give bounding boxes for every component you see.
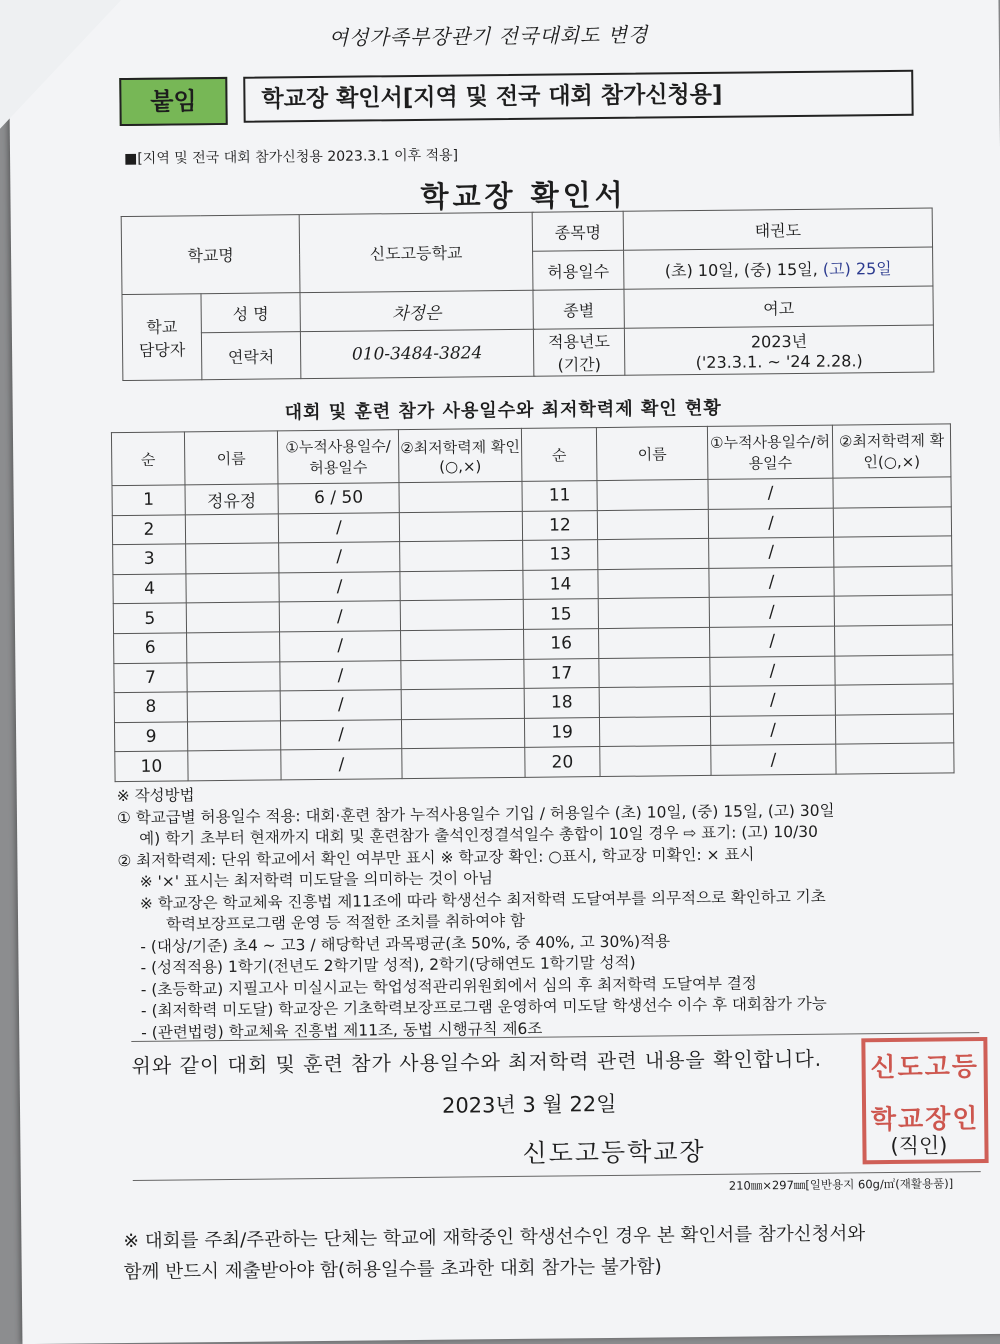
row-days-right: / bbox=[710, 715, 835, 746]
row-days: / bbox=[279, 571, 400, 602]
row-check-right bbox=[834, 566, 952, 597]
row-check bbox=[401, 659, 524, 690]
row-days: / bbox=[280, 660, 401, 691]
row-no: 1 bbox=[112, 485, 185, 515]
row-name: 정유정 bbox=[185, 484, 278, 515]
section-title: 대회 및 훈련 참가 사용일수와 최저학력제 확인 현황 bbox=[284, 397, 722, 424]
row-name bbox=[187, 661, 280, 692]
row-no: 7 bbox=[114, 662, 187, 692]
issue-date: 2023년 3 월 22일 bbox=[441, 1091, 617, 1118]
period-value: ('23.3.1. ~ '24 2.28.) bbox=[695, 351, 863, 373]
row-no-right: 11 bbox=[522, 481, 597, 511]
roster-header-row bbox=[111, 424, 951, 486]
contact-label: 연락처 bbox=[201, 332, 300, 380]
row-name-right bbox=[599, 657, 710, 688]
footer-note bbox=[123, 1218, 865, 1288]
row-check-right bbox=[834, 536, 952, 567]
year-label-line-1: 적용년도 bbox=[547, 331, 611, 352]
row-no-right: 14 bbox=[523, 569, 598, 599]
row-check-right bbox=[833, 477, 951, 508]
year-label bbox=[533, 328, 624, 376]
row-check bbox=[400, 570, 523, 601]
row-check bbox=[401, 629, 524, 660]
col-no: 순 bbox=[111, 432, 185, 486]
note-line: - (성적적용) 1학기(전년도 2학기말 성적), 2학기(당해연도 1학기말 성적) bbox=[140, 953, 636, 977]
row-check-right bbox=[835, 684, 953, 715]
row-check-right bbox=[836, 743, 954, 774]
allowed-days-value: (초) 10일, (중) 15일, bbox=[664, 259, 818, 280]
row-no-right: 20 bbox=[525, 747, 600, 777]
row-no: 5 bbox=[113, 603, 186, 633]
row-no-right: 15 bbox=[523, 599, 598, 629]
row-check bbox=[402, 748, 525, 779]
name-label: 성 명 bbox=[201, 293, 300, 333]
row-check bbox=[399, 511, 522, 542]
row-no-right: 12 bbox=[522, 510, 597, 540]
event-value: 태권도 bbox=[623, 208, 932, 250]
seal-line-2: 학교장인 bbox=[870, 1104, 980, 1136]
row-check bbox=[399, 481, 522, 512]
page-title: 학교장 확인서 bbox=[420, 177, 627, 214]
row-name bbox=[188, 750, 281, 781]
document-paper bbox=[8, 0, 1000, 1344]
row-no: 4 bbox=[113, 574, 186, 604]
row-days-right: / bbox=[709, 537, 834, 568]
sub-note: ■[지역 및 전국 대회 참가신청용 2023.3.1 이후 적용] bbox=[123, 147, 459, 168]
row-name-right bbox=[597, 509, 708, 540]
row-name bbox=[186, 573, 279, 604]
allowed-days-high: (고) 25일 bbox=[822, 258, 892, 279]
row-days: / bbox=[279, 601, 400, 632]
row-no: 2 bbox=[112, 514, 185, 544]
info-table bbox=[121, 208, 935, 381]
row-name bbox=[187, 721, 280, 752]
row-no-right: 17 bbox=[524, 658, 599, 688]
attachment-label: 붙임 bbox=[119, 77, 227, 126]
form-header bbox=[107, 70, 897, 128]
contact-value: 010-3484-3824 bbox=[300, 329, 533, 378]
manager-label-line-1: 학교 bbox=[146, 316, 178, 337]
row-no: 10 bbox=[115, 751, 188, 781]
row-check-right bbox=[834, 595, 952, 626]
row-name bbox=[187, 632, 280, 663]
row-check-right bbox=[835, 625, 953, 656]
row-name-right bbox=[597, 479, 708, 510]
row-name bbox=[187, 691, 280, 722]
allowed-days-cell bbox=[624, 247, 933, 289]
row-days-right: / bbox=[711, 744, 836, 775]
note-line: - (관련법령) 학교체육 진흥법 제11조, 동법 시행규칙 제6조 bbox=[141, 1019, 543, 1042]
row-days: / bbox=[278, 512, 399, 543]
row-name bbox=[186, 602, 279, 633]
row-days: 6 / 50 bbox=[278, 483, 399, 514]
row-check-right bbox=[835, 654, 953, 685]
row-check bbox=[401, 718, 524, 749]
note-line: ① 학교급별 허용일수 적용: 대회·훈련 참가 누적사용일수 기입 / 허용일수 (초) 10일, (중) 15일, (고) 30일 bbox=[116, 801, 835, 827]
instructions bbox=[117, 777, 980, 1044]
school-label: 학교명 bbox=[121, 215, 300, 295]
row-days-right: / bbox=[709, 596, 834, 627]
note-line: ※ '×' 표시는 최저학력 미도달을 의미하는 것이 아님 bbox=[139, 869, 494, 891]
row-days-right: / bbox=[709, 567, 834, 598]
row-no: 3 bbox=[113, 544, 186, 574]
school-value: 신도고등학교 bbox=[299, 212, 533, 292]
name-value: 차정은 bbox=[300, 290, 533, 331]
row-name-right bbox=[599, 627, 710, 658]
allowed-days-label: 허용일수 bbox=[533, 250, 624, 290]
form-title: 학교장 확인서[지역 및 전국 대회 참가신청용] bbox=[243, 70, 913, 123]
row-no-right: 18 bbox=[524, 688, 599, 718]
seal-line-1: 신도고등 bbox=[870, 1052, 980, 1084]
row-days: / bbox=[280, 631, 401, 662]
note-line: 예) 학기 초부터 현재까지 대회 및 훈련참가 출석인정결석일수 총합이 10일 경우 ⇨ 표기: (고) 10/30 bbox=[139, 822, 819, 848]
col-check-right: ②최저학력제 확인(○,×) bbox=[832, 424, 951, 478]
row-days: / bbox=[281, 749, 402, 780]
row-days-right: / bbox=[708, 478, 833, 509]
col-no-right: 순 bbox=[521, 428, 597, 482]
seal-label: (직인) bbox=[890, 1133, 948, 1159]
manager-label bbox=[122, 294, 202, 381]
note-line: - (최저학력 미도달) 학교장은 기초학력보장프로그램 운영하여 미도달 학생선수 이수 후 대회참가 가능 bbox=[140, 994, 827, 1020]
col-name: 이름 bbox=[184, 431, 278, 485]
row-days-right: / bbox=[708, 508, 833, 539]
footer-line: ※ 대회를 주최/주관하는 단체는 학교에 재학중인 학생선수인 경우 본 확인서를 참가신청서와 bbox=[123, 1223, 866, 1253]
footer-line: 함께 반드시 제출받아야 함(허용일수를 초과한 대회 참가는 불가함) bbox=[123, 1256, 662, 1284]
principal-name: 신도고등학교장 bbox=[522, 1136, 706, 1168]
note-line: - (초등학교) 지필고사 미실시교는 학업성적관리위원회에서 심의 후 최저학력 도달여부 결정 bbox=[140, 973, 757, 999]
col-days: ①누적사용일수/허용일수 bbox=[277, 430, 399, 484]
row-check bbox=[400, 541, 523, 572]
row-days: / bbox=[280, 690, 401, 721]
row-check-right bbox=[835, 714, 953, 745]
row-days-right: / bbox=[710, 685, 835, 716]
row-no: 9 bbox=[114, 722, 187, 752]
row-check bbox=[400, 600, 523, 631]
note-line: ※ 학교장은 학교체육 진흥법 제11조에 따라 학생선수 최저학력 도달여부를 의무적으로 확인하고 기초 bbox=[139, 887, 826, 913]
instructions-heading: ※ 작성방법 bbox=[116, 786, 195, 806]
handwritten-note: 여성가족부장관기 전국대회도 변경 bbox=[328, 22, 649, 50]
year-value: 2023년 bbox=[750, 331, 808, 352]
row-no-right: 16 bbox=[524, 629, 599, 659]
col-name-right: 이름 bbox=[596, 426, 708, 480]
gender-value: 여고 bbox=[624, 286, 933, 328]
year-label-line-2: (기간) bbox=[557, 355, 602, 375]
event-label: 종목명 bbox=[532, 211, 623, 251]
row-no: 8 bbox=[114, 692, 187, 722]
row-no-right: 19 bbox=[524, 717, 599, 747]
note-line: 학력보장프로그램 운영 등 적절한 조치를 취하여야 함 bbox=[165, 911, 526, 934]
row-check bbox=[401, 689, 524, 720]
row-days-right: / bbox=[710, 656, 835, 687]
row-days: / bbox=[279, 542, 400, 573]
note-line: - (대상/기준) 초4 ~ 고3 / 해당학년 과목평균(초 50%, 중 40%, 고 30%)적용 bbox=[140, 931, 671, 956]
col-days-right: ①누적사용일수/허용일수 bbox=[707, 425, 833, 479]
row-no: 6 bbox=[114, 633, 187, 663]
row-name-right bbox=[599, 687, 710, 718]
row-days-right: / bbox=[710, 626, 835, 657]
row-name-right bbox=[598, 598, 709, 629]
paper-spec: 210㎜×297㎜[일반용지 60g/㎡(재활용품)] bbox=[728, 1176, 954, 1193]
row-name bbox=[185, 514, 278, 545]
row-name bbox=[186, 543, 279, 574]
row-no-right: 13 bbox=[523, 540, 598, 570]
row-check-right bbox=[833, 506, 951, 537]
row-name-right bbox=[600, 746, 711, 777]
col-check: ②최저학력제 확인(○,×) bbox=[398, 428, 522, 482]
manager-label-line-2: 담당자 bbox=[138, 339, 186, 360]
row-name-right bbox=[599, 716, 710, 747]
gender-label: 종별 bbox=[533, 289, 624, 329]
note-line: ② 최저학력제: 단위 학교에서 확인 여부만 표시 ※ 학교장 확인: ○표시, 학교장 미확인: × 표시 bbox=[117, 844, 755, 870]
roster-table bbox=[111, 423, 955, 782]
row-name-right bbox=[598, 539, 709, 570]
row-name-right bbox=[598, 568, 709, 599]
year-cell bbox=[624, 325, 933, 375]
confirm-statement: 위와 같이 대회 및 훈련 참가 사용일수와 최저학력 관련 내용을 확인합니다. bbox=[131, 1046, 823, 1078]
row-days: / bbox=[280, 719, 401, 750]
